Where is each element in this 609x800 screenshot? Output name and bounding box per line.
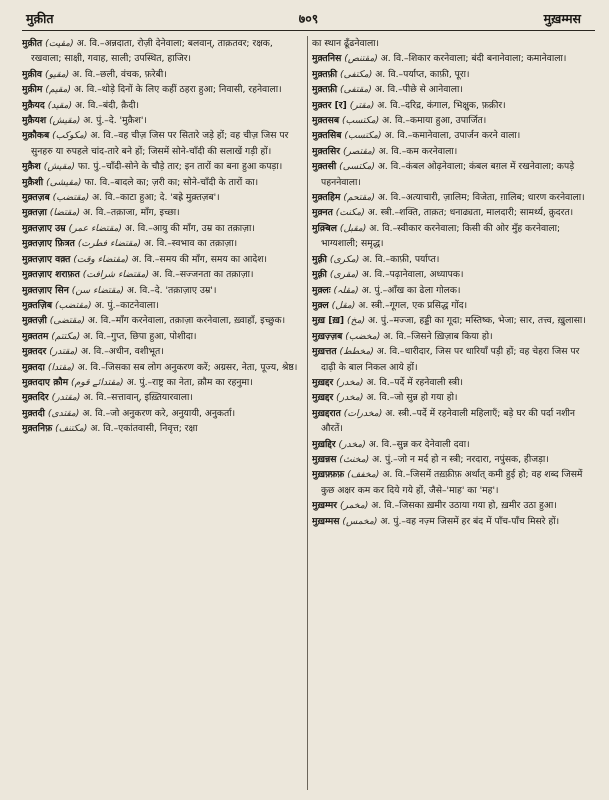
- urdu-spelling: (مكتسب): [342, 115, 380, 127]
- headword: मुक़्तज़ाए सिन: [22, 284, 69, 296]
- dictionary-entry: [312, 390, 595, 405]
- dictionary-entry: [312, 298, 595, 313]
- headword: मुक़्तज़ाए शराफ़त: [22, 269, 80, 281]
- headword: मुक़्तर [र]: [312, 99, 347, 111]
- dictionary-entry: [312, 221, 595, 252]
- headword: मुक़्ततम: [22, 330, 49, 342]
- dictionary-entry: [22, 390, 304, 405]
- urdu-spelling: (مقری): [329, 269, 359, 281]
- headword: मुख़द्दर: [312, 392, 334, 404]
- headword: मुक़्तज़ा: [22, 207, 47, 219]
- headword: मुख़द्दरात: [312, 407, 341, 419]
- urdu-spelling: (مقیشی): [46, 176, 82, 188]
- dictionary-entry: [312, 159, 595, 190]
- definition: अ. वि.–जिसका ख़मीर उठाया गया हो, ख़मीर उठा हुआ।: [371, 500, 557, 512]
- definition: अ. वि.–काफ़ी, पर्याप्त।: [362, 253, 440, 265]
- urdu-spelling: (مقتضب): [55, 299, 92, 311]
- headword: मुक़्तदर: [22, 346, 47, 358]
- headword: मुक़्तज़ाए वक़्त: [22, 253, 71, 265]
- page-header: [22, 8, 595, 31]
- dictionary-entry: [312, 406, 595, 437]
- headword: मुक़्नत: [312, 207, 333, 219]
- definition: अ. वि.–कमाया हुआ, उपार्जित।: [382, 115, 487, 127]
- definition: अ. वि.–माँग करनेवाला, तक़ाज़ा करनेवाला, ख़्वाहाँ, इच्छुक।: [87, 315, 286, 327]
- dictionary-entry: [312, 82, 595, 97]
- dictionary-entry: [22, 175, 304, 190]
- definition: अ. वि.–जिसका सब लोग अनुकरण करें; अग्रसर, नेता, पूज्य, श्रेष्ठ।: [77, 361, 298, 373]
- headword: मुख़ज़्ज़ब: [312, 330, 343, 342]
- dictionary-entry: [312, 98, 595, 113]
- definition: अ. पुं.–वह नज़्म जिसमें हर बंद में पाँच-पाँच मिसरे हों।: [380, 515, 560, 527]
- urdu-spelling: (مقیم): [45, 84, 72, 96]
- dictionary-entry: [22, 421, 304, 436]
- dictionary-entry: [312, 437, 595, 452]
- headword: मुक़ौकब: [22, 130, 50, 142]
- dictionary-entry: [22, 406, 304, 421]
- headword: मुक़ीव: [22, 68, 43, 80]
- urdu-spelling: (مقتدر): [51, 392, 81, 404]
- urdu-spelling: (مخمر): [339, 500, 369, 512]
- headword: मुख़म्मस: [312, 515, 340, 527]
- definition: अ. वि.–सत्तावान्, इख़्तियारवाला।: [83, 392, 193, 404]
- headword: मुक़्तहिम: [312, 192, 341, 204]
- urdu-spelling: (مخدر): [336, 392, 364, 404]
- dictionary-entry: [22, 375, 304, 390]
- headword: मुक़्तज़ाए फ़ित्रत: [22, 238, 75, 250]
- urdu-spelling: (مقتحم): [343, 192, 375, 204]
- headword: मुक़्तज़ाए उम्र: [22, 222, 66, 234]
- definition: अ. वि.–काटा हुआ; दे. 'बह्रे मुक़्तज़ब'।: [92, 192, 220, 204]
- urdu-spelling: (مقتر): [349, 99, 375, 111]
- headword: मुक़्तदी: [22, 407, 45, 419]
- headword: मुक़्तनिफ़: [22, 423, 53, 435]
- definition: फा. पुं.–चाँदी-सोने के चौड़े तार; इन तारों का बना हुआ कपड़ा।: [77, 161, 283, 173]
- dictionary-entry: [312, 190, 595, 205]
- header-left-guideword: मुक़ीत: [26, 11, 54, 26]
- headword: मुक़ैयद: [22, 99, 45, 111]
- headword: मुक़्तनिस: [312, 53, 342, 65]
- urdu-spelling: (مكتسب): [344, 130, 382, 142]
- definition: अ. वि.–कम करनेवाला।: [378, 145, 458, 157]
- definition: अ. स्त्री.–गूगल, एक प्रसिद्ध गोंद।: [358, 299, 468, 311]
- dictionary-entry: [312, 329, 595, 344]
- urdu-spelling: (مخمس): [342, 515, 378, 527]
- dictionary-entry: [312, 283, 595, 298]
- definition: अ. पुं.–राष्ट्र का नेता, क़ौम का रहनुमा।: [126, 376, 253, 388]
- definition: अ. वि.–स्वीकार करनेवाला; किसी की ओर मुँह करनेवाला; भाग्यशाली; समृद्ध।: [321, 222, 561, 250]
- headword: मुक़ैशी: [22, 176, 44, 188]
- dictionary-entry: [312, 51, 595, 66]
- headword: मुक़ैयश: [22, 115, 47, 127]
- definition: का स्थान ढूँढनेवाला।: [312, 38, 380, 49]
- left-column: [22, 36, 304, 796]
- definition: अ. वि.–स्वभाव का तक़ाज़ा।: [143, 238, 238, 250]
- headword: मुक़्तफ़ी: [312, 84, 338, 96]
- dictionary-entry: [22, 313, 304, 328]
- definition: अ. वि.–सज्जनता का तक़ाज़ा।: [151, 269, 254, 281]
- definition: अ. वि.–सुन्न कर देनेवाली दवा।: [368, 438, 470, 450]
- definition: अ. वि.–अत्याचारी, ज़ालिम; विजेता, ग़ालिब; धारण करनेवाला।: [377, 192, 585, 204]
- definition: अ. पुं.–दे. 'मुक़ैश'।: [83, 115, 147, 127]
- dictionary-entry: [22, 329, 304, 344]
- dictionary-entry: [22, 67, 304, 82]
- headword: मुक़्तज़ी: [22, 315, 47, 327]
- header-right-guideword: मुख़म्मस: [543, 11, 581, 26]
- definition: अ. वि.–जो सुन्न हो गया हो।: [366, 392, 458, 404]
- definition: अ. वि.–अधीन, वशीभूत।: [80, 346, 164, 358]
- definition: अ. वि.–एकांतवासी, निवृत्त; रक्षा: [90, 423, 198, 435]
- urdu-spelling: (مقتضب): [52, 192, 90, 204]
- definition: अ. वि.–जो अनुकरण करे, अनुयायी, अनुकर्ता।: [82, 407, 236, 419]
- urdu-spelling: (مقتدا): [47, 361, 75, 373]
- headword: मुक़्लः: [312, 284, 331, 296]
- headword: मुख़द्दर: [312, 376, 334, 388]
- urdu-spelling: (مکوکب): [52, 130, 88, 142]
- definition: अ. वि.–आयु की माँग, उम्र का तक़ाज़ा।: [124, 222, 255, 234]
- headword: मुख़त्तत: [312, 346, 337, 358]
- dictionary-entry: [312, 128, 595, 143]
- headword: मुक़्तज़िब: [22, 299, 53, 311]
- dictionary-entry: [312, 36, 595, 51]
- headword: मुक़ीत: [22, 38, 43, 49]
- urdu-spelling: (مقتدائے قوم): [71, 376, 124, 388]
- dictionary-entry: [22, 267, 304, 282]
- urdu-spelling: (مقل): [331, 299, 356, 311]
- definition: अ. वि.–पर्दे में रहनेवाली स्त्री।: [366, 376, 463, 388]
- urdu-spelling: (مخطط): [339, 346, 374, 358]
- headword: मुक़्ल: [312, 299, 329, 311]
- dictionary-entry: [22, 360, 304, 375]
- urdu-spelling: (مكتسی): [339, 161, 375, 173]
- dictionary-entry: [312, 252, 595, 267]
- urdu-spelling: (مكری): [329, 253, 360, 265]
- definition: अ. वि.–गुप्त, छिपा हुआ, पोशीदा।: [83, 330, 197, 342]
- urdu-spelling: (مكتفی): [340, 68, 373, 80]
- headword: मुक़्री: [312, 269, 327, 281]
- headword: मुख़द्दिर: [312, 438, 336, 450]
- dictionary-entry: [312, 113, 595, 128]
- definition: अ. वि.–दे. 'तक़ाज़ाए उम्र'।: [126, 284, 217, 296]
- urdu-spelling: (مقتنص): [344, 53, 378, 65]
- definition: अ. वि.–समय की माँग, समय का आदेश।: [131, 253, 268, 265]
- dictionary-entry: [312, 467, 595, 498]
- urdu-spelling: (مخدر): [336, 376, 364, 388]
- dictionary-entry: [22, 128, 304, 159]
- definition: अ. वि.–कमानेवाला, उपार्जन करने वाला।: [384, 130, 521, 142]
- urdu-spelling: (مخدر): [338, 438, 366, 450]
- urdu-spelling: (مقلہ): [333, 284, 359, 296]
- definition: अ. स्त्री.–पर्दे में रहनेवाली महिलाएँ; बड़े घर की पर्दा नशीन औरतें।: [321, 407, 576, 435]
- page-columns: [22, 36, 595, 796]
- urdu-spelling: (مقتضاء وقت): [73, 253, 129, 265]
- dictionary-entry: [312, 205, 595, 220]
- urdu-spelling: (مقیو): [44, 68, 70, 80]
- headword: मुक़्री: [312, 253, 327, 265]
- urdu-spelling: (مقیت): [45, 38, 74, 49]
- dictionary-entry: [22, 283, 304, 298]
- urdu-spelling: (مقبل): [339, 222, 367, 234]
- definition: अ. वि.–पर्याप्त, काफ़ी, पूरा।: [375, 68, 470, 80]
- definition: अ. वि.–जिसने ख़िज़ाब किया हो।: [383, 330, 493, 342]
- dictionary-entry: [312, 344, 595, 375]
- right-column: [312, 36, 595, 796]
- headword: मुख़न्नस: [312, 453, 337, 465]
- headword: मुक़ैश: [22, 161, 41, 173]
- definition: अ. वि.–वह चीज़ जिस पर सितारे जड़े हों; वह चीज़ जिस पर सुनहरु या रुपहले चांद-तारे बने हों; जिसमें सोने-चाँदी की सलाखें गड़ी हों।: [31, 130, 289, 157]
- headword: मुक़्तसी: [312, 161, 337, 173]
- definition: अ. वि.–बंदी, क़ैदी।: [74, 99, 139, 111]
- definition: अ. वि.–पीछे से आनेवाला।: [374, 84, 463, 96]
- dictionary-entry: [22, 252, 304, 267]
- urdu-spelling: (مقتضا): [49, 207, 81, 219]
- dictionary-entry: [312, 498, 595, 513]
- dictionary-entry: [312, 375, 595, 390]
- page-number: ७०९: [298, 11, 319, 26]
- urdu-spelling: (مقتضاء فطرت): [77, 238, 142, 250]
- definition: अ. पुं.–जो न मर्द हो न स्त्री; नरदारा, नपुंसक, हीजड़ा।: [372, 453, 549, 465]
- headword: मुक़्तसिब: [312, 130, 342, 142]
- definition: अ. वि.–जिसमें तख़्फ़ीफ़ अर्थात् कमी हुई हो; वह शब्द जिसमें कुछ अक्षर कम कर दिये गये हों, जैसे–'माह' का 'मह'।: [321, 469, 583, 496]
- definition: फा. वि.–बादले का; ज़री का; सोने-चाँदी के तारों का।: [84, 176, 259, 188]
- urdu-spelling: (مخنث): [339, 453, 370, 465]
- dictionary-entry: [312, 144, 595, 159]
- definition: अ. पुं.–मज्जा, हड्डी का गूदा; मस्तिष्क, भेजा; सार, तत्त्व, ख़ुलासा।: [368, 315, 586, 327]
- urdu-spelling: (مقیش): [49, 115, 81, 127]
- urdu-spelling: (مخضب): [345, 330, 381, 342]
- dictionary-entry: [312, 267, 595, 282]
- urdu-spelling: (مقتدر): [49, 346, 79, 358]
- urdu-spelling: (مقتضی): [49, 315, 85, 327]
- urdu-spelling: (مقتدی): [47, 407, 80, 419]
- headword: मुक़्तफ़ी: [312, 68, 338, 80]
- urdu-spelling: (مخفف): [347, 469, 380, 481]
- urdu-spelling: (مقیش): [43, 161, 75, 173]
- definition: अ. पुं.–काटनेवाला।: [94, 299, 159, 311]
- urdu-spelling: (مكتتم): [51, 330, 81, 342]
- definition: अ. वि.–शिकार करनेवाला; बंदी बनानेवाला; कमानेवाला।: [380, 53, 567, 65]
- dictionary-entry: [22, 98, 304, 113]
- headword: मुख़म्मर: [312, 500, 338, 512]
- definition: अ. वि.–अन्नदाता, रोज़ी देनेवाला; बलवान्, ताक़तवर; रक्षक, रखवाला; साक्षी, गवाह, साली; उपस्थित, हाजिर।: [31, 38, 273, 65]
- urdu-spelling: (مكتنف): [55, 423, 88, 435]
- dictionary-entry: [22, 221, 304, 236]
- definition: अ. वि.–धारीदार, जिस पर धारियाँ पड़ी हों; वह चेहरा जिस पर दाढ़ी के बाल निकल आये हों।: [321, 346, 580, 373]
- headword: मुक़्तदिर: [22, 392, 49, 404]
- definition: अ. वि.–पढ़ानेवाला, अध्यापक।: [361, 269, 464, 281]
- dictionary-entry: [22, 205, 304, 220]
- dictionary-entry: [312, 67, 595, 82]
- urdu-spelling: (مقتصر): [342, 145, 376, 157]
- dictionary-entry: [22, 298, 304, 313]
- definition: अ. वि.–तक़ाजा, माँग, इच्छा।: [83, 207, 180, 219]
- definition: अ. वि.–थोड़े दिनों के लिए कहीं ठहरा हुआ; निवासी, रहनेवाला।: [73, 84, 282, 96]
- dictionary-entry: [22, 344, 304, 359]
- urdu-spelling: (مقتضاء شرافت): [82, 269, 150, 281]
- headword: मुक़्तसिर: [312, 145, 341, 157]
- definition: अ. वि.–छली, वंचक, फ़रेबी।: [72, 68, 167, 80]
- headword: मुक़ीम: [22, 84, 43, 96]
- urdu-spelling: (مقید): [47, 99, 73, 111]
- headword: मुख़फ़्फ़फ़: [312, 469, 345, 481]
- headword: मुक़्तदा: [22, 361, 45, 373]
- headword: मुक़्तसब: [312, 115, 340, 127]
- dictionary-entry: [22, 82, 304, 97]
- definition: अ. वि.–कंबल ओढ़नेवाला; कंबल बग़ल में रखनेवाला; कपड़े पहननेवाला।: [321, 161, 575, 188]
- urdu-spelling: (مكنت): [335, 207, 365, 219]
- dictionary-entry: [22, 113, 304, 128]
- dictionary-entry: [312, 514, 595, 529]
- definition: अ. स्त्री.–शक्ति, ताक़त; धनाढ्यता, मालदारी; सामर्थ्य, क़ुदरत।: [367, 207, 574, 219]
- urdu-spelling: (مقتفی): [340, 84, 372, 96]
- headword: मुक़्बिल: [312, 222, 337, 234]
- urdu-spelling: (مقتضاء سن): [71, 284, 124, 296]
- headword: मुख़ [ख़]: [312, 315, 345, 327]
- definition: अ. पुं.–आँख का ढेला गोलक।: [361, 284, 461, 296]
- urdu-spelling: (مخدرات): [343, 407, 383, 419]
- dictionary-entry: [22, 236, 304, 251]
- headword: मुक़्तदाए क़ौम: [22, 376, 69, 388]
- dictionary-entry: [312, 313, 595, 328]
- definition: अ. वि.–दरिद्र, कंगाल, भिक्षुक, फ़क़ीर।: [377, 99, 506, 111]
- dictionary-entry: [312, 452, 595, 467]
- urdu-spelling: (مخ): [347, 315, 366, 327]
- dictionary-entry: [22, 190, 304, 205]
- urdu-spelling: (مقتضاء عمر): [68, 222, 122, 234]
- dictionary-entry: [22, 36, 304, 67]
- dictionary-entry: [22, 159, 304, 174]
- column-divider: [307, 36, 308, 790]
- headword: मुक़्तज़ब: [22, 192, 50, 204]
